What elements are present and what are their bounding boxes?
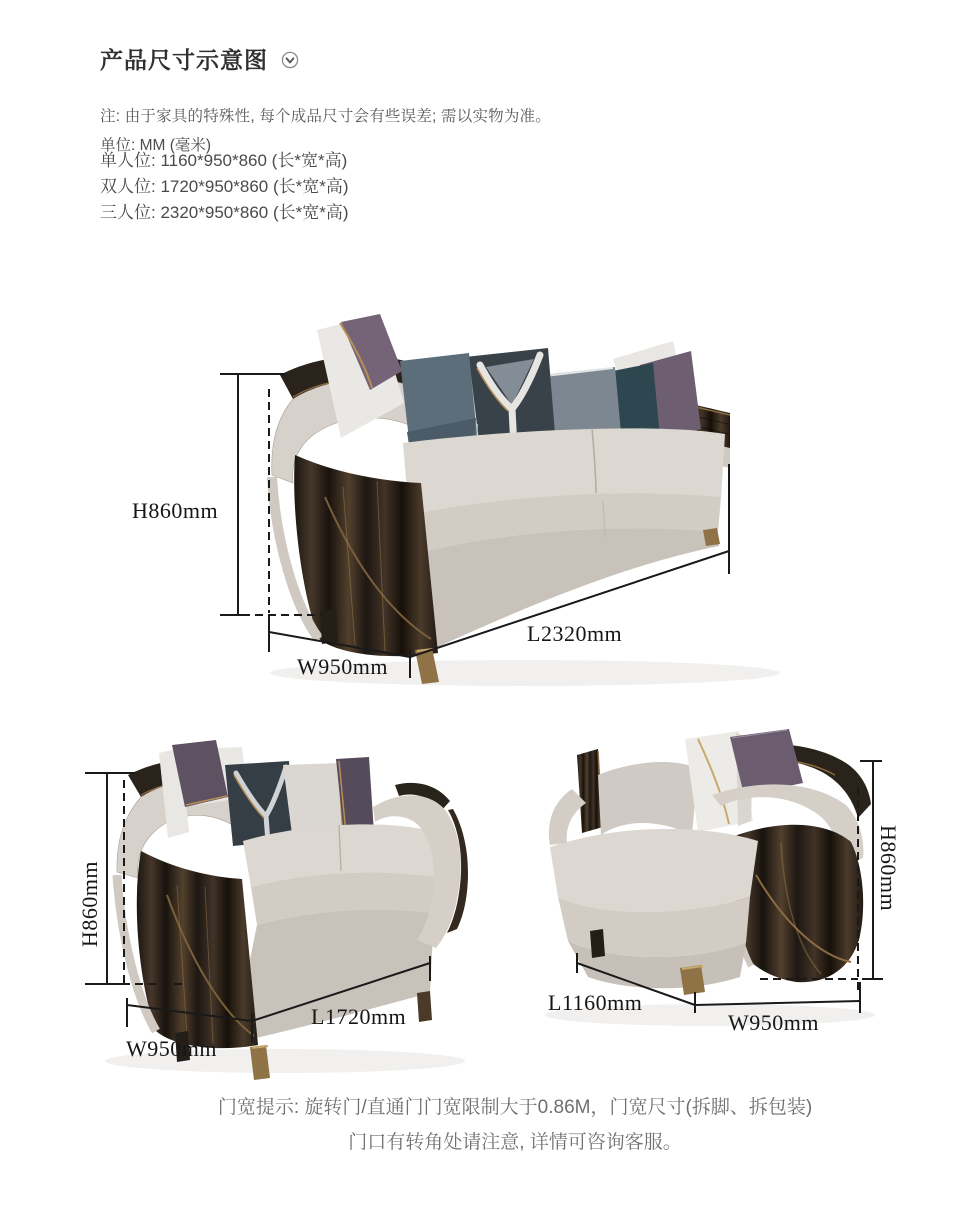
two-seater-height-label: H860mm [77,860,102,948]
door-width-note-line1: 门宽提示: 旋转门/直通门门宽限制大于0.86M，门宽尺寸(拆脚、拆包装) [217,1097,813,1118]
chair-seat [550,829,758,988]
single-seater-height-label: H860mm [876,824,901,912]
single-seater-width-label: W950mm [728,1010,819,1035]
three-seater-length-label: L2320mm [527,621,623,646]
door-width-note [50,1090,980,1160]
single-seater-length-label: L1160mm [548,990,643,1015]
disclaimer-note: 注: 由于家具的特殊性, 每个成品尺寸会有些误差; 需以实物为准。 [100,107,551,125]
header [100,42,299,75]
two-seater-length-label: L1720mm [311,1004,407,1029]
two-seater-sofa-image [55,735,475,1080]
size-list [100,152,349,230]
door-width-note-line2: 门口有转角处请注意, 详情可咨询客服。 [348,1132,682,1153]
chair-inner-back [598,762,698,835]
three-seater-width-label: W950mm [297,654,388,679]
three-seater-height-label: H860mm [132,498,219,523]
chair-pillows [685,729,803,832]
sofa-left-arm-panel [272,455,438,656]
three-seater-sofa-image [225,305,780,695]
two-seater-width-label: W950mm [126,1036,217,1061]
unit-note: 单位: MM (毫米) [100,136,212,154]
circle-chevron-down-icon[interactable] [281,51,299,69]
sofa-seat [403,428,725,650]
size-item-triple: 三人位: 2320*950*860 (长*宽*高) [100,203,349,222]
size-item-double: 双人位: 1720*950*860 (长*宽*高) [100,177,349,196]
size-item-single: 单人位: 1160*950*860 (长*宽*高) [100,151,348,170]
page-title: 产品尺寸示意图 [100,47,268,73]
sofa-left-arm-panel [117,851,258,1048]
